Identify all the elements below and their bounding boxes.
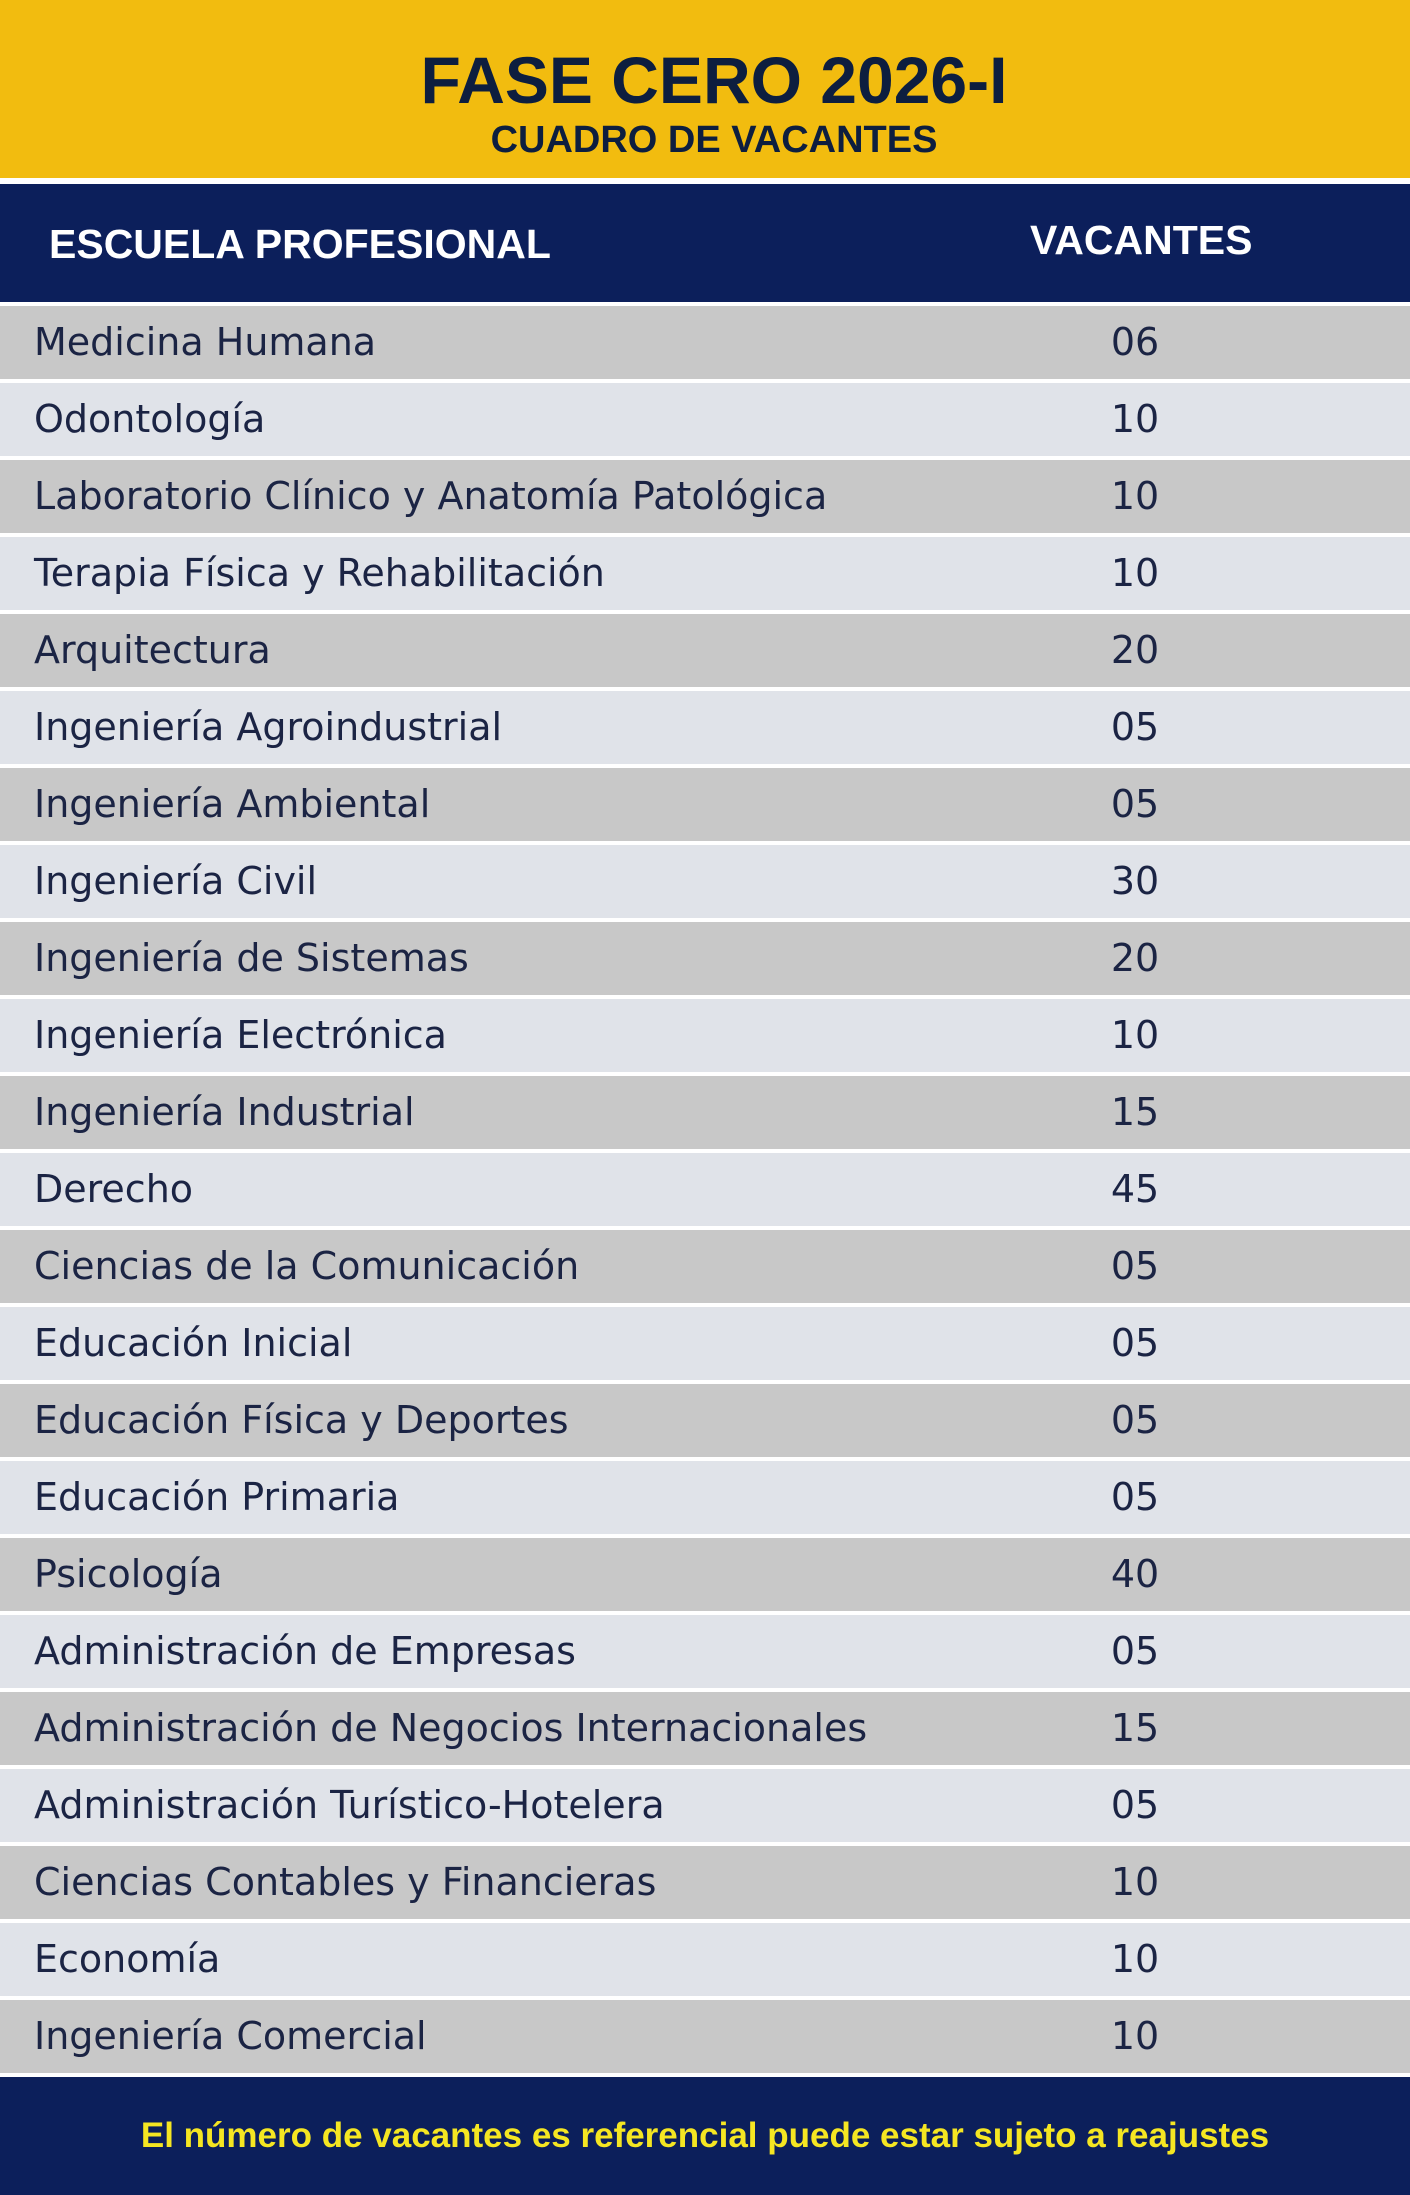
table-row — [0, 1534, 1410, 1611]
school-name: Laboratorio Clínico y Anatomía Patológica — [34, 474, 828, 518]
school-name: Educación Física y Deportes — [34, 1398, 569, 1442]
column-header-vacancies: VACANTES — [1030, 217, 1253, 263]
school-name: Economía — [34, 1937, 221, 1981]
vacancy-count: 05 — [1110, 1475, 1160, 1519]
vacancy-count: 05 — [1110, 1783, 1160, 1827]
school-name: Educación Inicial — [34, 1321, 353, 1365]
school-name: Ingeniería Civil — [34, 859, 318, 903]
school-name: Psicología — [34, 1552, 223, 1596]
table-row — [0, 1611, 1410, 1688]
table-row — [0, 1380, 1410, 1457]
vacancy-count: 06 — [1110, 320, 1160, 364]
school-name: Ingeniería Industrial — [34, 1090, 415, 1134]
vacancy-count: 05 — [1110, 1244, 1160, 1288]
table-row — [0, 1688, 1410, 1765]
vacancy-count: 10 — [1110, 1860, 1160, 1904]
school-name: Ingeniería Electrónica — [34, 1013, 447, 1057]
school-name: Ingeniería de Sistemas — [34, 936, 469, 980]
vacancy-count: 05 — [1110, 1629, 1160, 1673]
vacancy-count: 10 — [1110, 551, 1160, 595]
school-name: Administración de Empresas — [34, 1629, 576, 1673]
table-row — [0, 1149, 1410, 1226]
table-row — [0, 1919, 1410, 1996]
vacancy-count: 10 — [1110, 474, 1160, 518]
vacancy-count: 10 — [1110, 1937, 1160, 1981]
table-header — [0, 184, 1410, 302]
school-name: Ingeniería Comercial — [34, 2014, 427, 2058]
school-name: Educación Primaria — [34, 1475, 400, 1519]
vacancy-count: 15 — [1110, 1090, 1160, 1134]
table-row — [0, 1996, 1410, 2073]
vacancies-table-body — [0, 302, 1410, 2073]
vacancy-count: 30 — [1110, 859, 1160, 903]
table-row — [0, 1765, 1410, 1842]
school-name: Ciencias Contables y Financieras — [34, 1860, 657, 1904]
school-name: Ingeniería Agroindustrial — [34, 705, 503, 749]
header-banner — [0, 0, 1410, 178]
vacancy-count: 10 — [1110, 1013, 1160, 1057]
table-row — [0, 456, 1410, 533]
table-row — [0, 1842, 1410, 1919]
table-row — [0, 1303, 1410, 1380]
vacancy-count: 45 — [1110, 1167, 1160, 1211]
table-row — [0, 918, 1410, 995]
vacancy-count: 05 — [1110, 705, 1160, 749]
table-row — [0, 841, 1410, 918]
table-row — [0, 1226, 1410, 1303]
vacancy-count: 05 — [1110, 1321, 1160, 1365]
school-name: Administración de Negocios Internacionales — [34, 1706, 868, 1750]
school-name: Terapia Física y Rehabilitación — [34, 551, 605, 595]
page-title: FASE CERO 2026-I — [420, 43, 1008, 117]
school-name: Ciencias de la Comunicación — [34, 1244, 580, 1288]
vacancy-count: 15 — [1110, 1706, 1160, 1750]
page-subtitle: CUADRO DE VACANTES — [490, 119, 938, 161]
table-row — [0, 995, 1410, 1072]
school-name: Administración Turístico-Hotelera — [34, 1783, 665, 1827]
table-row — [0, 764, 1410, 841]
vacancy-count: 10 — [1110, 397, 1160, 441]
vacancy-count: 05 — [1110, 782, 1160, 826]
vacancy-count: 05 — [1110, 1398, 1160, 1442]
vacancy-count: 20 — [1110, 628, 1160, 672]
school-name: Arquitectura — [34, 628, 271, 672]
school-name: Derecho — [34, 1167, 194, 1211]
school-name: Ingeniería Ambiental — [34, 782, 431, 826]
column-header-school: ESCUELA PROFESIONAL — [49, 221, 551, 267]
table-row — [0, 379, 1410, 456]
footer-note: El número de vacantes es referencial puede estar sujeto a reajustes — [140, 2116, 1270, 2155]
footer-banner — [0, 2077, 1410, 2195]
table-row — [0, 687, 1410, 764]
table-row — [0, 1457, 1410, 1534]
vacancy-count: 40 — [1110, 1552, 1160, 1596]
vacancy-count: 20 — [1110, 936, 1160, 980]
table-row — [0, 1072, 1410, 1149]
table-row — [0, 533, 1410, 610]
school-name: Medicina Humana — [34, 320, 377, 364]
school-name: Odontología — [34, 397, 266, 441]
vacancy-count: 10 — [1110, 2014, 1160, 2058]
table-row — [0, 302, 1410, 379]
table-row — [0, 610, 1410, 687]
